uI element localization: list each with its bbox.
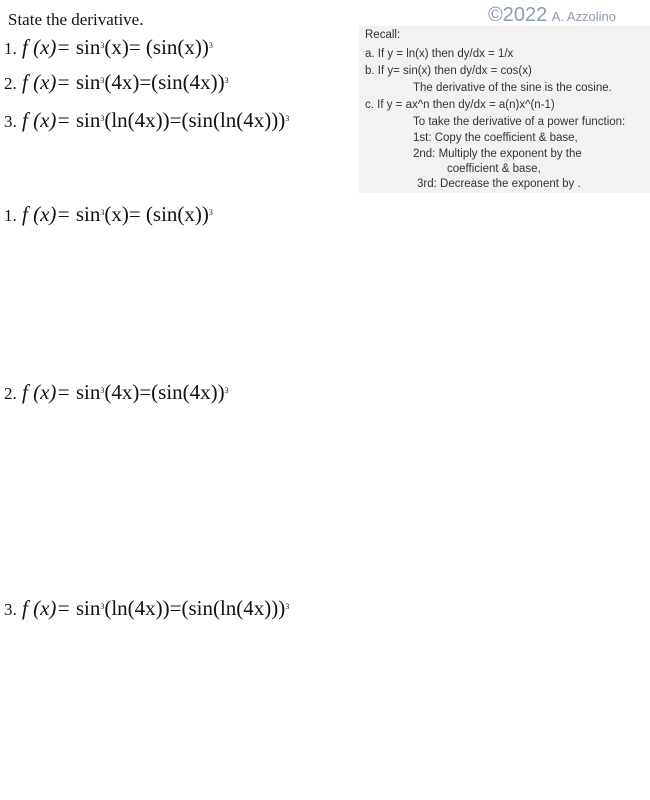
expression-sin: sin (75, 596, 101, 620)
expression-body: (ln(4x))=(sin(ln(4x))) (104, 596, 286, 620)
recall-step: coefficient & base, (447, 163, 541, 175)
recall-rule-b: b. If y= sin(x) then dy/dx = cos(x) (365, 65, 532, 77)
function-label: f (x)= (22, 108, 71, 132)
copyright-year: ©2022 (488, 4, 548, 26)
recall-note: The derivative of the sine is the cosine. (413, 82, 612, 94)
expression-sin: sin (75, 202, 101, 226)
problem-number: 1. (4, 206, 17, 225)
exponent: 3 (100, 208, 105, 217)
expression-sin: sin (75, 35, 101, 59)
recall-rule-c: c. If y = ax^n then dy/dx = a(n)x^(n-1) (365, 99, 555, 111)
expression-body: (x)= (sin(x)) (104, 35, 209, 59)
expression-body: (x)= (sin(x)) (104, 202, 209, 226)
exponent: 3 (100, 114, 105, 123)
function-label: f (x)= (22, 202, 71, 226)
function-label: f (x)= (22, 70, 71, 94)
exponent: 3 (224, 76, 229, 85)
problem-3-workspace (4, 596, 289, 621)
recall-step: 1st: Copy the coefficient & base, (413, 132, 578, 144)
recall-note: To take the derivative of a power function: (413, 116, 626, 128)
exponent: 3 (100, 76, 105, 85)
exponent: 3 (208, 41, 213, 50)
expression-body: (4x)=(sin(4x)) (104, 70, 225, 94)
problem-3-summary (4, 108, 289, 133)
expression-sin: sin (75, 380, 101, 404)
copyright-author: A. Azzolino (551, 9, 617, 24)
problem-number: 2. (4, 74, 17, 93)
function-label: f (x)= (22, 380, 71, 404)
problem-number: 2. (4, 384, 17, 403)
recall-rule-a: a. If y = ln(x) then dy/dx = 1/x (365, 48, 514, 60)
exponent: 3 (208, 208, 213, 217)
recall-box (359, 26, 650, 193)
recall-step: 2nd: Multiply the exponent by the (413, 148, 582, 160)
problem-number: 3. (4, 600, 17, 619)
problem-number: 3. (4, 112, 17, 131)
recall-heading: Recall: (365, 29, 401, 41)
problem-2-summary (4, 70, 229, 95)
recall-step: 3rd: Decrease the exponent by . (417, 178, 581, 190)
problem-number: 1. (4, 39, 17, 58)
exponent: 3 (100, 386, 105, 395)
expression-sin: sin (75, 108, 101, 132)
expression-body: (4x)=(sin(4x)) (104, 380, 225, 404)
exponent: 3 (285, 602, 290, 611)
problem-1-summary (4, 35, 213, 60)
problem-1-workspace (4, 202, 213, 227)
exponent: 3 (285, 114, 290, 123)
problem-2-workspace (4, 380, 229, 405)
function-label: f (x)= (22, 596, 71, 620)
expression-body: (ln(4x))=(sin(ln(4x))) (104, 108, 286, 132)
exponent: 3 (224, 386, 229, 395)
copyright-notice (488, 4, 616, 27)
exponent: 3 (100, 602, 105, 611)
function-label: f (x)= (22, 35, 71, 59)
page-title: State the derivative. (8, 10, 144, 29)
exponent: 3 (100, 41, 105, 50)
expression-sin: sin (75, 70, 101, 94)
